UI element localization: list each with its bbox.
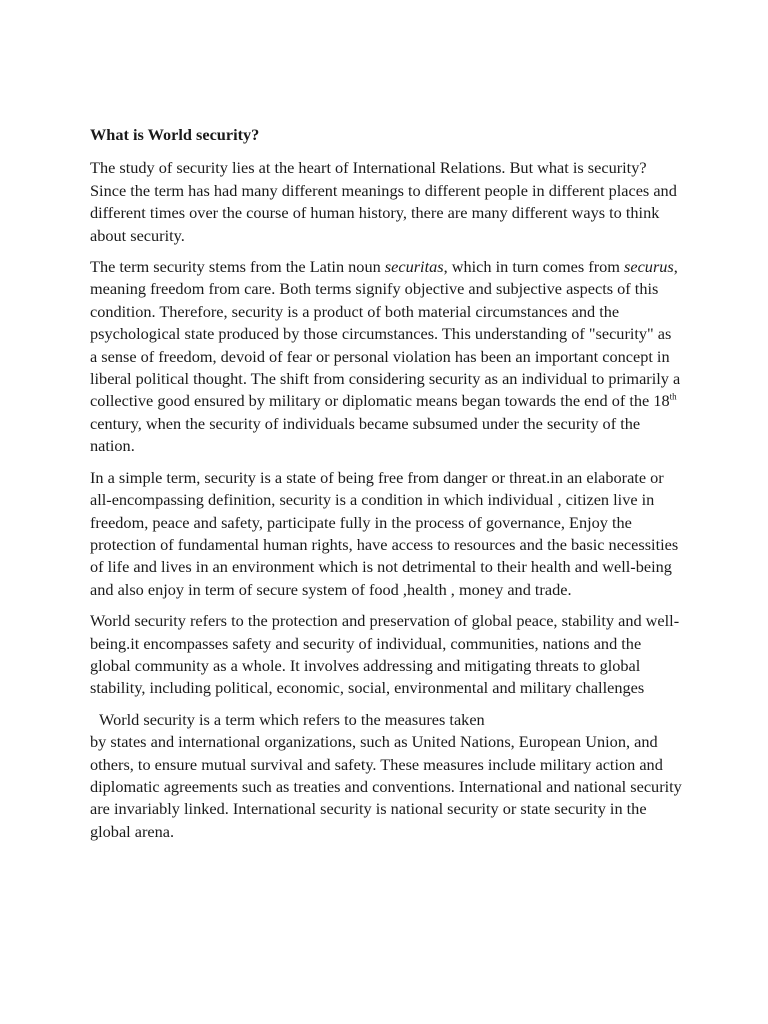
paragraph-term-origin	[90, 256, 682, 458]
paragraph-study-of-security: The study of security lies at the heart of International Relations. But what is security? Since the term has had many different meanings to different people in different places and different times over the course of human history, there are many different ways to think about security.	[90, 158, 677, 245]
text-run: by states and international organizations, such as United Nations, European Union, and others, to ensure mutual survival and safety. These measures include military action and diplomatic agreements such as treaties and conventions. International and national security are invariably linked. International security is national security or state security in the global arena.	[90, 732, 682, 841]
paragraph-simple-definition: In a simple term, security is a state of being free from danger or threat.in an elaborate or all-encompassing definition, security is a condition in which individual , citizen live in freedom, peace and safety, participate fully in the process of governance, Enjoy the protection of fundamental human rights, have access to resources and the basic necessities of life and lives in an environment which is not detrimental to their health and well-being and also enjoy in term of secure system of food ,health , money and trade.	[90, 467, 679, 599]
paragraph-measures	[90, 709, 682, 843]
text-run: , which in turn comes from	[443, 257, 625, 277]
document-page	[90, 124, 682, 852]
text-run: World security is a term which refers to the measures taken	[99, 709, 485, 729]
paragraph-world-security-definition: World security refers to the protection and preservation of global peace, stability and well-being.it encompasses safety and security of individual, communities, nations and the global community as a whole. It involves addressing and mitigating threats to global stability, including political, economic, social, environmental and military challenges	[90, 611, 680, 698]
italic-term-securitas: securitas	[384, 257, 444, 277]
text-run: , meaning freedom from care. Both terms signify objective and subjective aspects of this condition. Therefore, security is a product of both material circumstances and the psychological state produced by those circumstances. This understanding of "security" as a sense of freedom, devoid of fear or personal violation has been an important concept in liberal political thought. The shift from considering security as an individual to primarily a collective good ensured by military or diplomatic means began towards the end of the 18	[90, 257, 681, 411]
document-title: What is World security?	[90, 125, 260, 144]
text-run: The term security stems from the Latin noun	[90, 257, 385, 277]
ordinal-superscript: th	[669, 392, 677, 403]
text-run: century, when the security of individuals became subsumed under the security of the nation.	[90, 413, 641, 456]
italic-term-securus: securus	[624, 257, 674, 277]
